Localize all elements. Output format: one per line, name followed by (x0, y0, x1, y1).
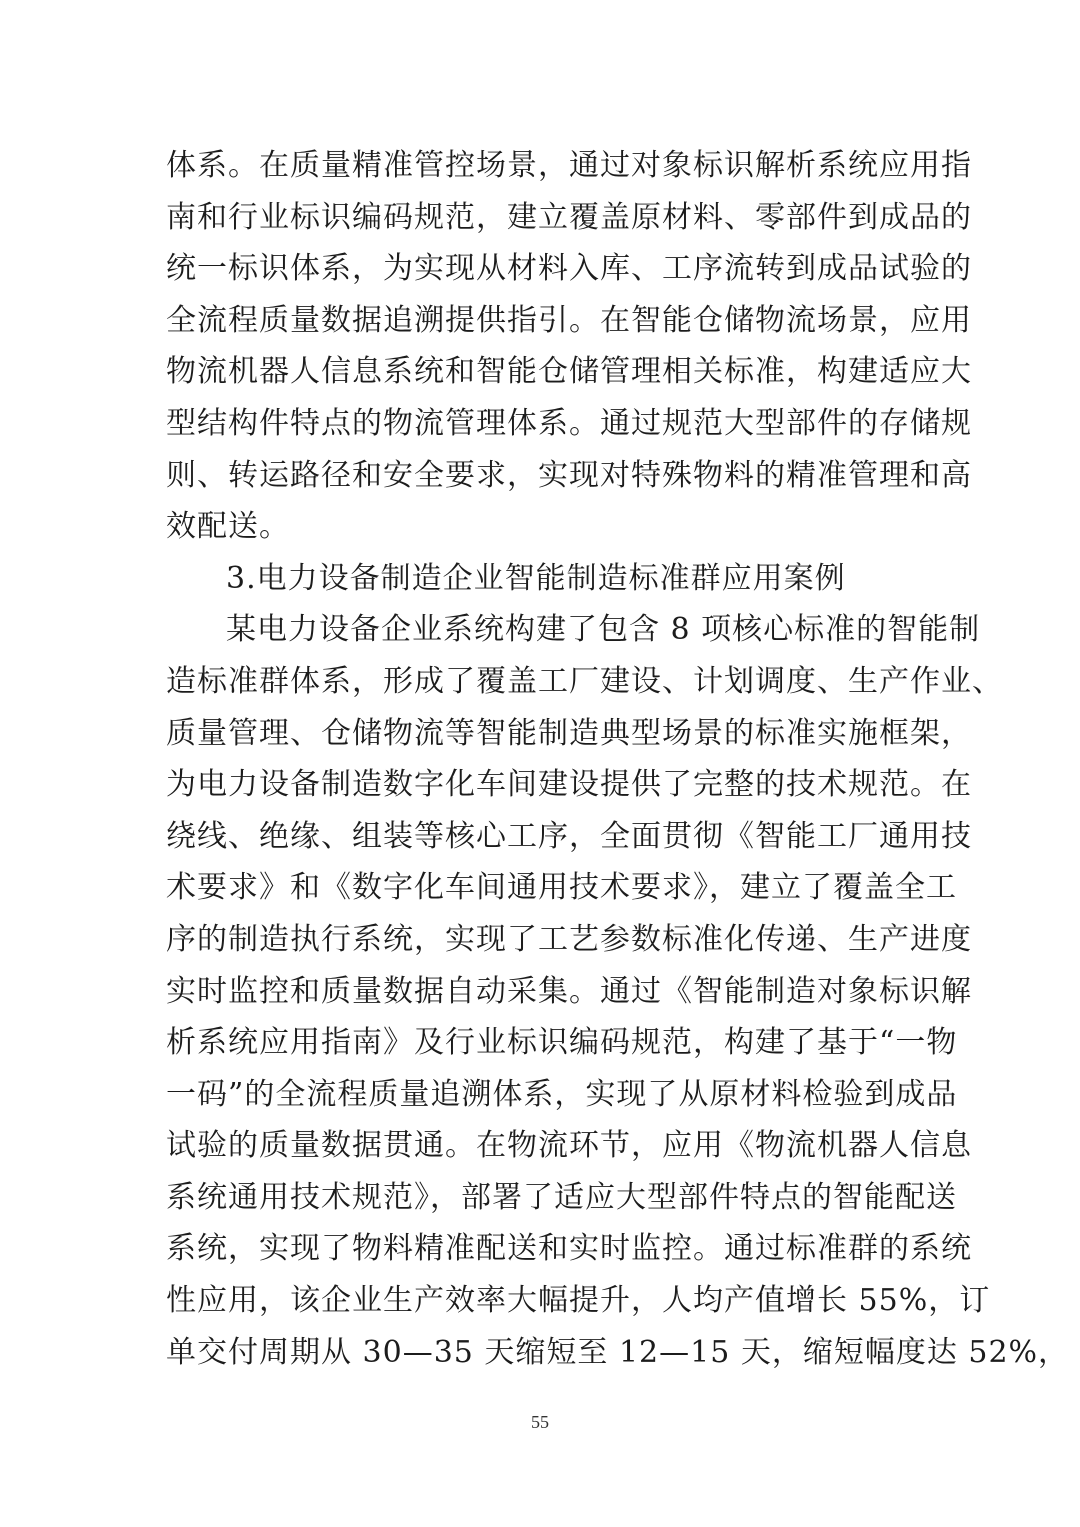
text-line: 统一标识体系，为实现从材料入库、工序流转到成品试验的 (166, 251, 972, 287)
section-heading: 3.电力设备制造企业智能制造标准群应用案例 (226, 560, 846, 596)
text-line: 实时监控和质量数据自动采集。通过《智能制造对象标识解 (166, 973, 972, 1009)
text-line: 南和行业标识编码规范，建立覆盖原材料、零部件到成品的 (166, 199, 972, 235)
text-line: 析系统应用指南》及行业标识编码规范，构建了基于“一物 (166, 1025, 958, 1061)
text-line: 物流机器人信息系统和智能仓储管理相关标准，构建适应大 (166, 354, 972, 390)
text-line: 型结构件特点的物流管理体系。通过规范大型部件的存储规 (166, 405, 972, 441)
text-line: 一码”的全流程质量追溯体系，实现了从原材料检验到成品 (166, 1076, 958, 1112)
text-line: 全流程质量数据追溯提供指引。在智能仓储物流场景，应用 (166, 302, 972, 338)
text-line: 则、转运路径和安全要求，实现对特殊物料的精准管理和高 (166, 457, 972, 493)
text-line: 试验的质量数据贯通。在物流环节，应用《物流机器人信息 (166, 1128, 972, 1164)
text-line: 绕线、绝缘、组装等核心工序，全面贯彻《智能工厂通用技 (166, 818, 972, 854)
text-line: 为电力设备制造数字化车间建设提供了完整的技术规范。在 (166, 767, 972, 803)
text-line: 系统，实现了物料精准配送和实时监控。通过标准群的系统 (166, 1231, 972, 1267)
text-line: 某电力设备企业系统构建了包含 8 项核心标准的智能制 (226, 612, 981, 648)
text-line: 系统通用技术规范》，部署了适应大型部件特点的智能配送 (166, 1179, 957, 1215)
body-text (166, 140, 1070, 1378)
text-line: 单交付周期从 30—35 天缩短至 12—15 天，缩短幅度达 52%， (166, 1334, 1070, 1370)
text-line: 性应用，该企业生产效率大幅提升，人均产值增长 55%，订 (166, 1283, 991, 1319)
page-number: 55 (531, 1412, 549, 1432)
text-line: 质量管理、仓储物流等智能制造典型场景的标准实施框架， (166, 715, 972, 751)
text-line: 体系。在质量精准管控场景，通过对象标识解析系统应用指 (166, 148, 972, 183)
text-line: 效配送。 (166, 509, 290, 545)
text-line: 序的制造执行系统，实现了工艺参数标准化传递、生产进度 (166, 921, 972, 957)
text-line: 造标准群体系，形成了覆盖工厂建设、计划调度、生产作业、 (166, 663, 1003, 699)
text-line: 术要求》和《数字化车间通用技术要求》，建立了覆盖全工 (166, 870, 957, 906)
